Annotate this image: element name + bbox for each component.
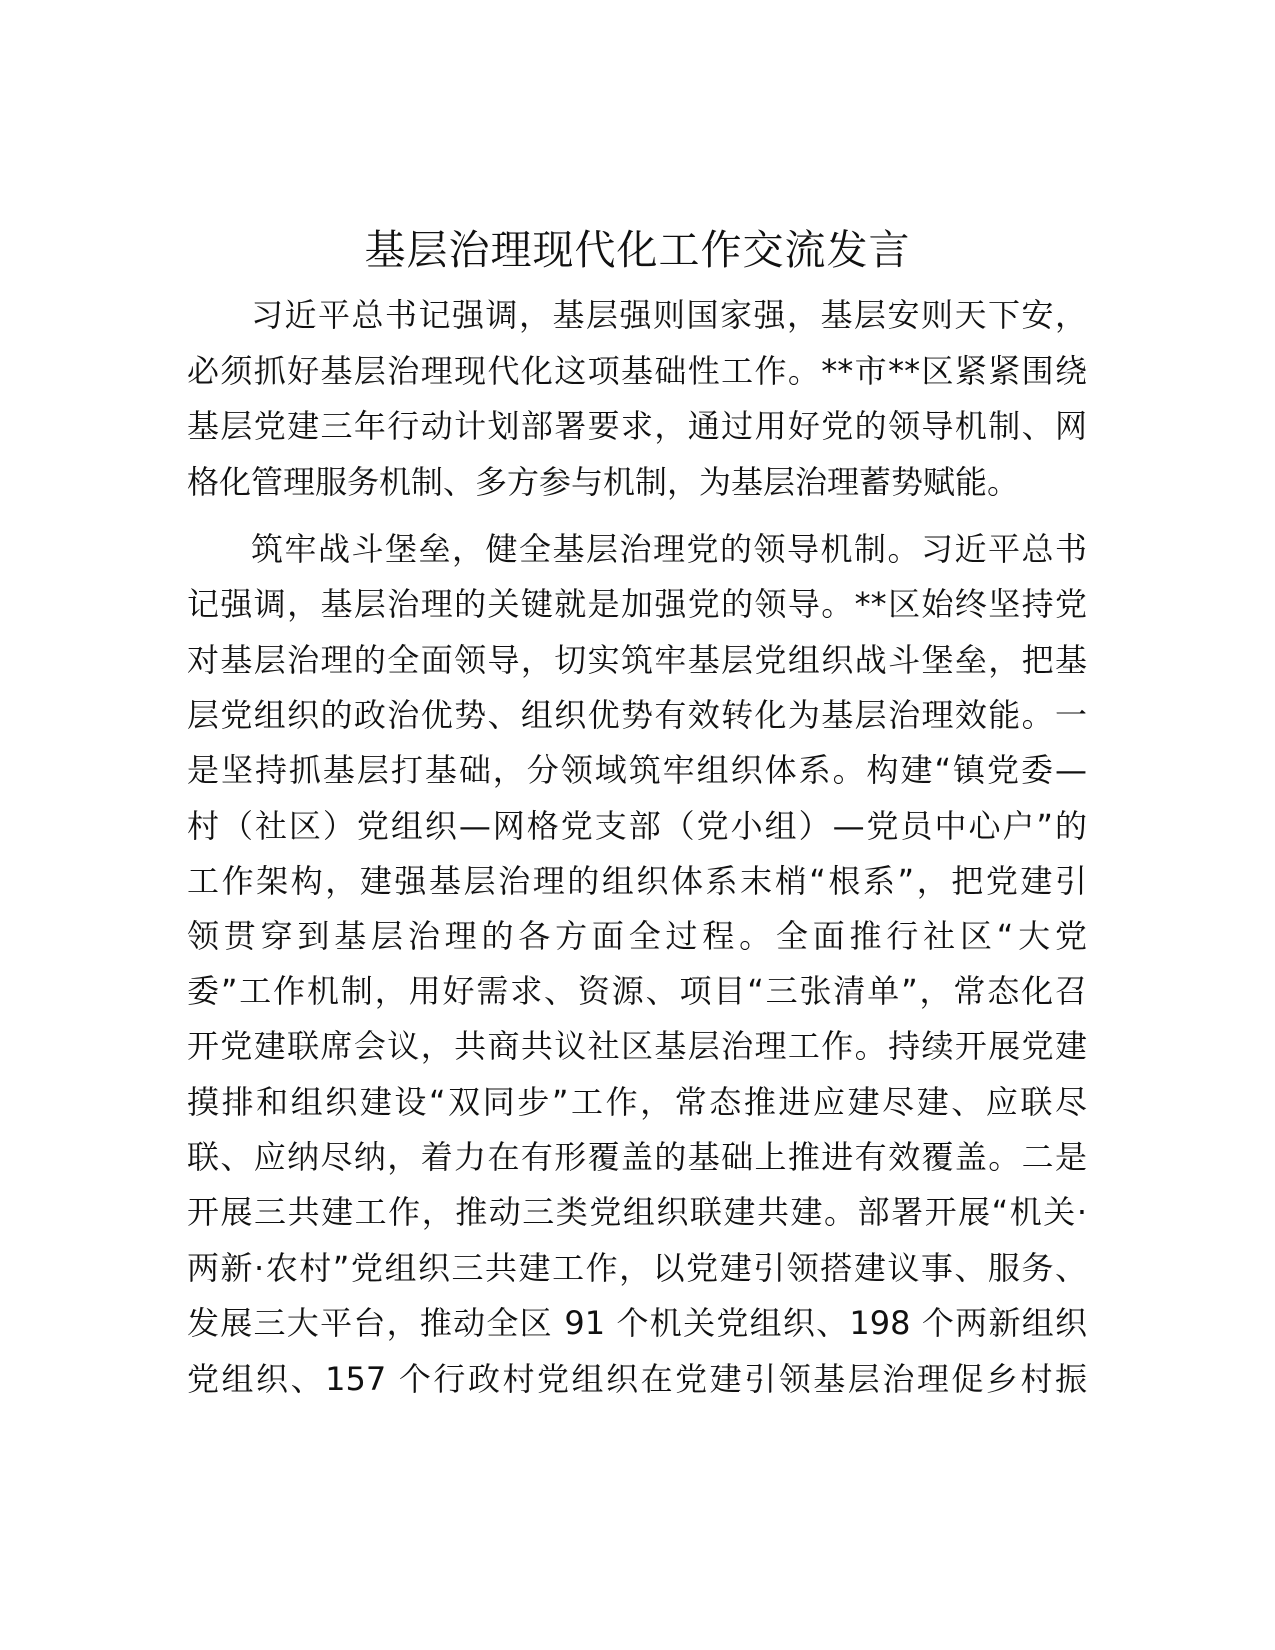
- paragraph-2-line-6: 村（社区）党组织—网格党支部（党小组）—党员中心户”的: [187, 807, 1087, 845]
- paragraph-2-line-1: 筑牢战斗堡垒，健全基层治理党的领导机制。习近平总书: [251, 530, 1087, 568]
- paragraph-1-line-3: 基层党建三年行动计划部署要求，通过用好党的领导机制、网: [187, 407, 1087, 445]
- paragraph-2-line-2: 记强调，基层治理的关键就是加强党的领导。**区始终坚持党: [187, 585, 1087, 623]
- paragraph-2-line-15: 发展三大平台，推动全区 91 个机关党组织、198 个两新组织: [187, 1304, 1087, 1342]
- paragraph-1-line-4: 格化管理服务机制、多方参与机制，为基层治理蓄势赋能。: [187, 463, 1020, 501]
- paragraph-1-line-2: 必须抓好基层治理现代化这项基础性工作。**市**区紧紧围绕: [187, 352, 1087, 390]
- paragraph-2-line-4: 层党组织的政治优势、组织优势有效转化为基层治理效能。一: [187, 696, 1087, 734]
- paragraph-2-line-9: 委”工作机制，用好需求、资源、项目“三张清单”，常态化召: [187, 972, 1087, 1010]
- document-title: 基层治理现代化工作交流发言: [364, 226, 911, 274]
- paragraph-2-line-8: 领贯穿到基层治理的各方面全过程。全面推行社区“大党: [187, 917, 1087, 955]
- paragraph-2-line-14: 两新·农村”党组织三共建工作，以党建引领搭建议事、服务、: [187, 1249, 1087, 1287]
- paragraph-2-line-12: 联、应纳尽纳，着力在有形覆盖的基础上推进有效覆盖。二是: [187, 1138, 1087, 1176]
- paragraph-2-line-11: 摸排和组织建设“双同步”工作，常态推进应建尽建、应联尽: [187, 1083, 1087, 1121]
- paragraph-2-line-7: 工作架构，建强基层治理的组织体系末梢“根系”，把党建引: [187, 862, 1087, 900]
- paragraph-1-line-1: 习近平总书记强调，基层强则国家强，基层安则天下安，: [251, 296, 1087, 334]
- paragraph-2-line-16: 党组织、157 个行政村党组织在党建引领基层治理促乡村振: [187, 1360, 1087, 1398]
- paragraph-2-line-5: 是坚持抓基层打基础，分领域筑牢组织体系。构建“镇党委—: [187, 751, 1087, 789]
- paragraph-2-line-13: 开展三共建工作，推动三类党组织联建共建。部署开展“机关·: [187, 1193, 1087, 1231]
- paragraph-2-line-3: 对基层治理的全面领导，切实筑牢基层党组织战斗堡垒，把基: [187, 641, 1087, 679]
- paragraph-2-line-10: 开党建联席会议，共商共议社区基层治理工作。持续开展党建: [187, 1027, 1087, 1065]
